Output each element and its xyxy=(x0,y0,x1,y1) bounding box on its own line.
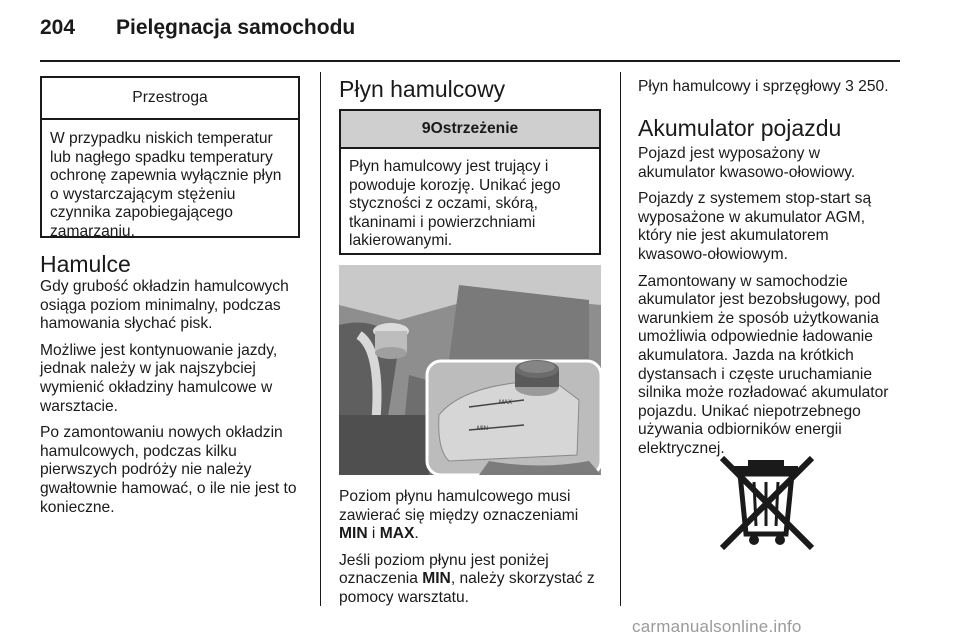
engine-bay-illustration xyxy=(339,265,601,475)
text-line: wymienić okładziny hamulcowe w xyxy=(40,378,273,396)
brake-fluid-reservoir-photo xyxy=(339,265,601,475)
text-line: Pojazd jest wyposażony w xyxy=(638,145,821,162)
warning-title xyxy=(341,111,599,149)
text-line: gwałtownie hamować, o ile nie jest to xyxy=(40,479,297,497)
text-line: używania odbiorników energii xyxy=(638,421,842,439)
text-line: silnika może rozładować akumulator xyxy=(638,384,889,402)
min-mark-label: MIN xyxy=(477,426,488,432)
text-line: dystansach i częste uruchamianie xyxy=(638,365,873,383)
caution-line: zamarzaniu. xyxy=(50,222,135,240)
caution-line: o wystarczającym stężeniu xyxy=(50,185,236,203)
text-line: akumulator jest bezobsługowy, pod xyxy=(638,291,881,309)
battery-paragraph-2 xyxy=(638,190,910,264)
crossed-out-bin-icon xyxy=(714,452,820,552)
battery-paragraph-3 xyxy=(638,273,910,459)
text-fragment: , należy skorzystać z xyxy=(450,570,595,588)
warning-box xyxy=(339,109,601,255)
text-line: Po zamontowaniu nowych okładzin xyxy=(40,424,283,442)
text-line: który nie jest akumulatorem xyxy=(638,227,829,245)
text-line: Gdy grubość okładzin hamulcowych xyxy=(40,278,289,295)
text-line: osiąga poziom minimalny, podczas xyxy=(40,296,281,314)
text-line: warsztacie. xyxy=(40,397,118,415)
caution-line: czynnika zapobiegającego xyxy=(50,204,233,222)
text-line: wyposażone w akumulator AGM, xyxy=(638,208,866,226)
watermark: carmanualsonline.info xyxy=(632,617,802,636)
brakes-text xyxy=(40,278,310,525)
brakes-paragraph-2 xyxy=(40,342,310,416)
text-line: Możliwe jest kontynuowanie jazdy, xyxy=(40,341,278,359)
fluid-low-paragraph xyxy=(339,552,611,608)
caution-line: lub nagłego spadku temperatury xyxy=(50,148,273,166)
battery-text xyxy=(638,145,910,467)
column-divider-right xyxy=(620,72,621,606)
text-line: umożliwia odpowiednie ładowanie xyxy=(638,328,873,346)
max-mark-label: MAX xyxy=(499,400,513,406)
text-line: pojazdu. Unikać niepotrzebnego xyxy=(638,402,861,420)
caution-title: Przestroga xyxy=(42,78,298,120)
warning-icon: 9 xyxy=(421,120,431,137)
text-line: jednak należy w jak najszybciej xyxy=(40,360,256,378)
text-line: Poziom płynu hamulcowego musi xyxy=(339,488,571,505)
warning-text xyxy=(341,149,599,251)
battery-heading: Akumulator pojazdu xyxy=(638,115,842,141)
text-line: Zamontowany w samochodzie xyxy=(638,272,848,290)
caution-box xyxy=(40,76,300,238)
warning-line: styczności z oczami, skórą, xyxy=(349,195,538,213)
text-line: akumulator kwasowo-ołowiowy. xyxy=(638,163,856,181)
text-line: Pojazdy z systemem stop-start są xyxy=(638,190,872,208)
text-line: akumulatora. Jazda na krótkich xyxy=(638,346,854,364)
text-line: hamowania słychać pisk. xyxy=(40,315,213,333)
caution-line: W przypadku niskich temperatur xyxy=(50,130,273,147)
text-fragment: i xyxy=(367,525,380,543)
text-line: pomocy warsztatu. xyxy=(339,588,469,606)
brake-fluid-text xyxy=(339,488,611,616)
text-line: kwasowo-ołowiowym. xyxy=(638,245,788,263)
text-line: elektrycznej. xyxy=(638,439,725,457)
caution-line: ochronę zapewnia wyłącznie płyn xyxy=(50,167,282,185)
text-fragment: oznaczenia xyxy=(339,570,423,588)
brakes-paragraph-1 xyxy=(40,278,310,334)
section-title: Pielęgnacja samochodu xyxy=(116,16,356,39)
brakes-paragraph-3 xyxy=(40,424,310,517)
page-header xyxy=(40,16,355,40)
page-number: 204 xyxy=(40,16,76,39)
brake-fluid-heading: Płyn hamulcowy xyxy=(339,76,506,102)
max-keyword: MAX xyxy=(379,525,415,543)
cross-reference xyxy=(638,78,908,97)
text-line: zawierać się między oznaczeniami xyxy=(339,506,579,524)
warning-line: tkaninami i powierzchniami xyxy=(349,213,536,231)
cross-reference-text: Płyn hamulcowy i sprzęgłowy xyxy=(638,78,841,95)
page-reference-icon: 3 xyxy=(845,78,854,95)
warning-line: powoduje korozję. Unikać jego xyxy=(349,176,561,194)
column-divider-left xyxy=(320,72,321,606)
text-line: hamulcowych, podczas kilku xyxy=(40,442,237,460)
text-fragment: . xyxy=(414,525,419,543)
warning-line: lakierowanymi. xyxy=(349,232,453,250)
cross-reference-page: 250. xyxy=(858,78,889,95)
text-line: warunkiem że sposób użytkowania xyxy=(638,309,879,327)
fluid-level-paragraph xyxy=(339,488,611,544)
min-keyword: MIN xyxy=(422,570,451,588)
min-keyword: MIN xyxy=(339,525,368,543)
header-rule xyxy=(40,60,900,62)
brakes-heading: Hamulce xyxy=(40,251,131,277)
text-line: Jeśli poziom płynu jest poniżej xyxy=(339,551,549,569)
warning-line: Płyn hamulcowy jest trujący i xyxy=(349,158,549,175)
text-line: pierwszych podróży nie należy xyxy=(40,461,252,479)
warning-title-text: Ostrzeżenie xyxy=(430,120,519,137)
text-line: konieczne. xyxy=(40,498,115,516)
caution-text xyxy=(42,120,298,242)
battery-paragraph-1 xyxy=(638,145,910,182)
